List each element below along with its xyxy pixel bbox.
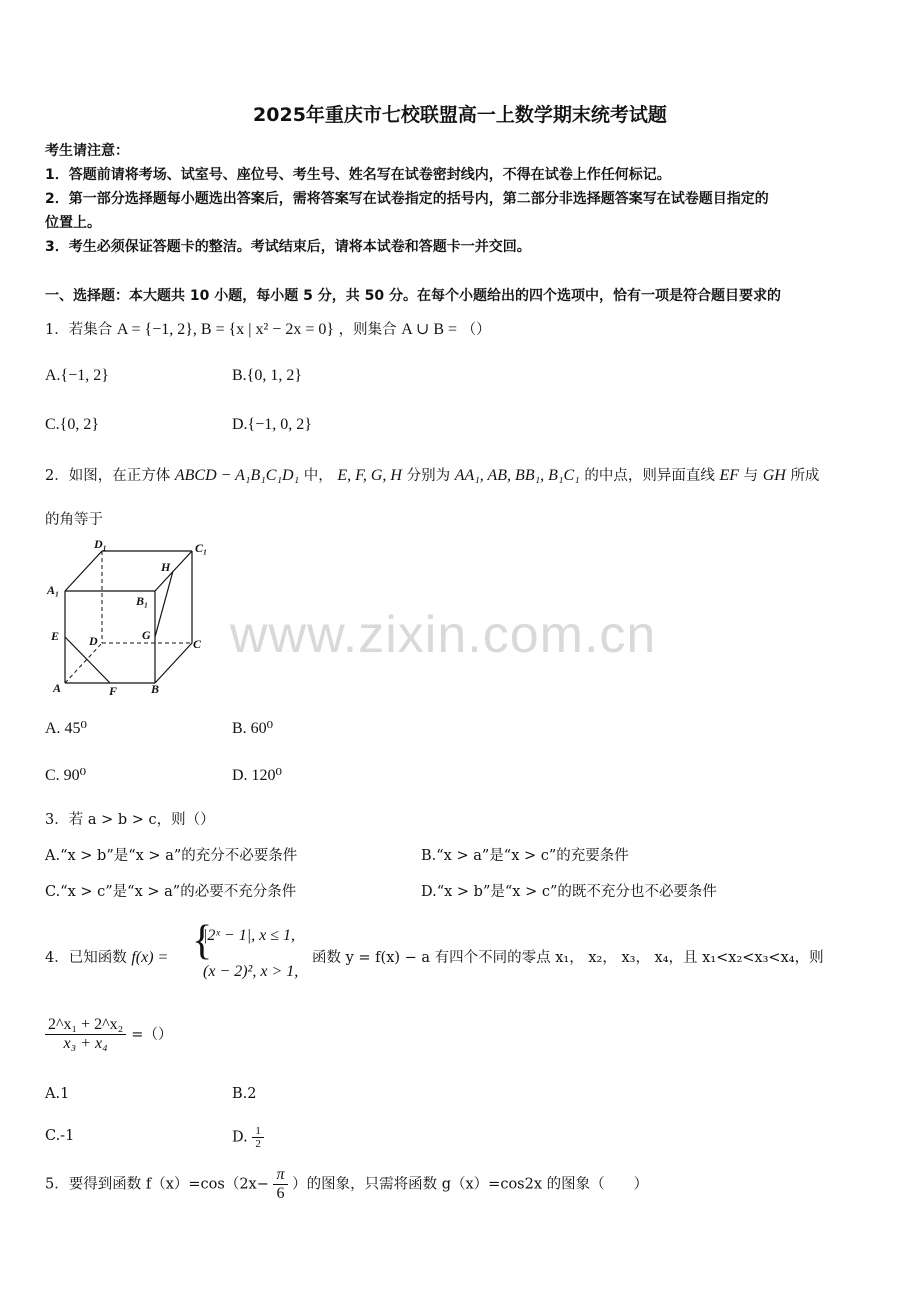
q4-brace: { (192, 918, 213, 964)
notice-item: 1．答题前请将考场、试室号、座位号、考生号、姓名写在试卷密封线内，不得在试卷上作任何标记。 (45, 167, 671, 183)
section-heading: 一、选择题：本大题共 10 小题，每小题 5 分，共 50 分。在每个小题给出的四个选项中，恰有一项是符合题目要求的 (45, 288, 781, 304)
label-h: H (161, 560, 171, 574)
label-b: B (151, 682, 160, 696)
q2-ef: EF (719, 467, 739, 484)
q2-text: 2．如图，在正方体 (45, 468, 171, 484)
q2-option-c[interactable]: C. 90⁰ (45, 767, 87, 784)
q4-denominator: x₃ + x₄ (63, 1035, 108, 1052)
q2-text: 与 (743, 468, 759, 484)
q2-option-a[interactable]: A. 45⁰ (45, 720, 87, 737)
q5-six: 6 (276, 1185, 285, 1202)
q2-option-b[interactable]: B. 60⁰ (232, 720, 274, 737)
q4-case-2: (x − 2)², x > 1, (203, 963, 299, 980)
q3-option-c[interactable]: C.“x > c”是“x > a”的必要不充分条件 (45, 884, 297, 900)
q1-paren: （） (461, 322, 491, 338)
q5-fraction (273, 1166, 287, 1203)
q4-option-a[interactable]: A.1 (45, 1086, 70, 1102)
label-d: D (89, 634, 98, 648)
q4-expression (45, 1016, 172, 1053)
q4-prefix (45, 946, 168, 967)
notice-item: 2．第一部分选择题每小题选出答案后，需将答案写在试卷指定的括号内，第二部分非选择题答案写在试卷题目指定的 (45, 191, 769, 207)
q5-pi: π (273, 1166, 287, 1185)
q4-case-1: |2ˣ − 1|, x ≤ 1, (203, 927, 295, 944)
notice-item: 3．考生必须保证答题卡的整洁。考试结束后，请将本试卷和答题卡一并交回。 (45, 239, 531, 255)
label-b1: B₁ (136, 594, 149, 608)
q1-option-d[interactable]: D.{−1, 0, 2} (232, 416, 312, 433)
q5-prefix: 5．要得到函数 f（x）=cos（2x− (45, 1176, 269, 1193)
notice-item: 位置上。 (45, 215, 101, 231)
q2-text: 中， (303, 468, 333, 484)
q4-half-den: 2 (255, 1138, 261, 1150)
q2-gh: GH (762, 467, 786, 484)
label-c: C (193, 637, 202, 651)
label-c1: C₁ (195, 541, 208, 555)
notice-heading: 考生请注意： (45, 143, 129, 159)
watermark: www.zixin.com.cn (230, 606, 657, 664)
cube-figure (40, 535, 220, 700)
q4-fx: f(x) = (131, 949, 169, 966)
q4-numerator: 2^x₁ + 2^x₂ (45, 1016, 126, 1035)
q1-option-a[interactable]: A.{−1, 2} (45, 367, 109, 384)
label-f: F (109, 684, 118, 698)
label-g: G (142, 628, 151, 642)
label-a1: A₁ (47, 583, 60, 597)
q1-setB: , B = {x | x² − 2x = 0} (192, 321, 335, 338)
q2-text: 所成 (790, 468, 820, 484)
q1-union: A ∪ B = (401, 321, 458, 338)
q2-edges: AA₁, AB, BB₁, B₁C₁ (454, 467, 580, 484)
q4-fraction (45, 1016, 126, 1053)
q1-prefix: 1．若集合 (45, 322, 113, 338)
q2-line2: 的角等于 (45, 512, 103, 528)
q4-stem: 函数 y = f(x) − a 有四个不同的零点 x₁， x₂， x₃， x₄，且 x₁<x₂<x₃<x₄，则 (312, 950, 824, 966)
q4-option-d[interactable] (232, 1125, 264, 1150)
q4-option-c[interactable]: C.-1 (45, 1128, 75, 1144)
q3-option-a[interactable]: A.“x > b”是“x > a”的充分不必要条件 (45, 848, 298, 864)
q1-option-c[interactable]: C.{0, 2} (45, 416, 100, 433)
page-title: 2025年重庆市七校联盟高一上数学期末统考试题 (253, 104, 667, 126)
q2-text: 的中点，则异面直线 (584, 468, 715, 484)
q2-option-d[interactable]: D. 120⁰ (232, 767, 282, 784)
q2-points: E, F, G, H (337, 467, 402, 484)
q4-half-num: 1 (252, 1125, 264, 1138)
q2-text: 分别为 (406, 468, 451, 484)
q4-option-d-frac (252, 1125, 264, 1150)
q5-suffix: ）的图象，只需将函数 g（x）=cos2x 的图象（ ） (292, 1176, 649, 1193)
q4-eq: =（） (131, 1027, 173, 1043)
q3-option-d[interactable]: D.“x > b”是“x > c”的既不充分也不必要条件 (421, 884, 717, 900)
q4-prefix-text: 4．已知函数 (45, 950, 127, 966)
q1-setA: A = {−1, 2} (116, 321, 193, 338)
q1-suffix: ，则集合 (338, 322, 397, 338)
q4-option-d-label: D. (232, 1129, 248, 1146)
q3-option-b[interactable]: B.“x > a”是“x > c”的充要条件 (421, 848, 629, 864)
question-3: 3．若 a > b > c，则（） (45, 812, 215, 828)
label-d1: D₁ (94, 537, 107, 551)
label-a: A (53, 681, 62, 695)
q4-option-b[interactable]: B.2 (232, 1086, 257, 1102)
q1-option-b[interactable]: B.{0, 1, 2} (232, 367, 303, 384)
label-e: E (51, 629, 60, 643)
question-5 (45, 1166, 648, 1203)
question-1 (45, 318, 491, 339)
question-2 (45, 464, 819, 485)
q2-cube: ABCD − A₁B₁C₁D₁ (174, 467, 300, 484)
